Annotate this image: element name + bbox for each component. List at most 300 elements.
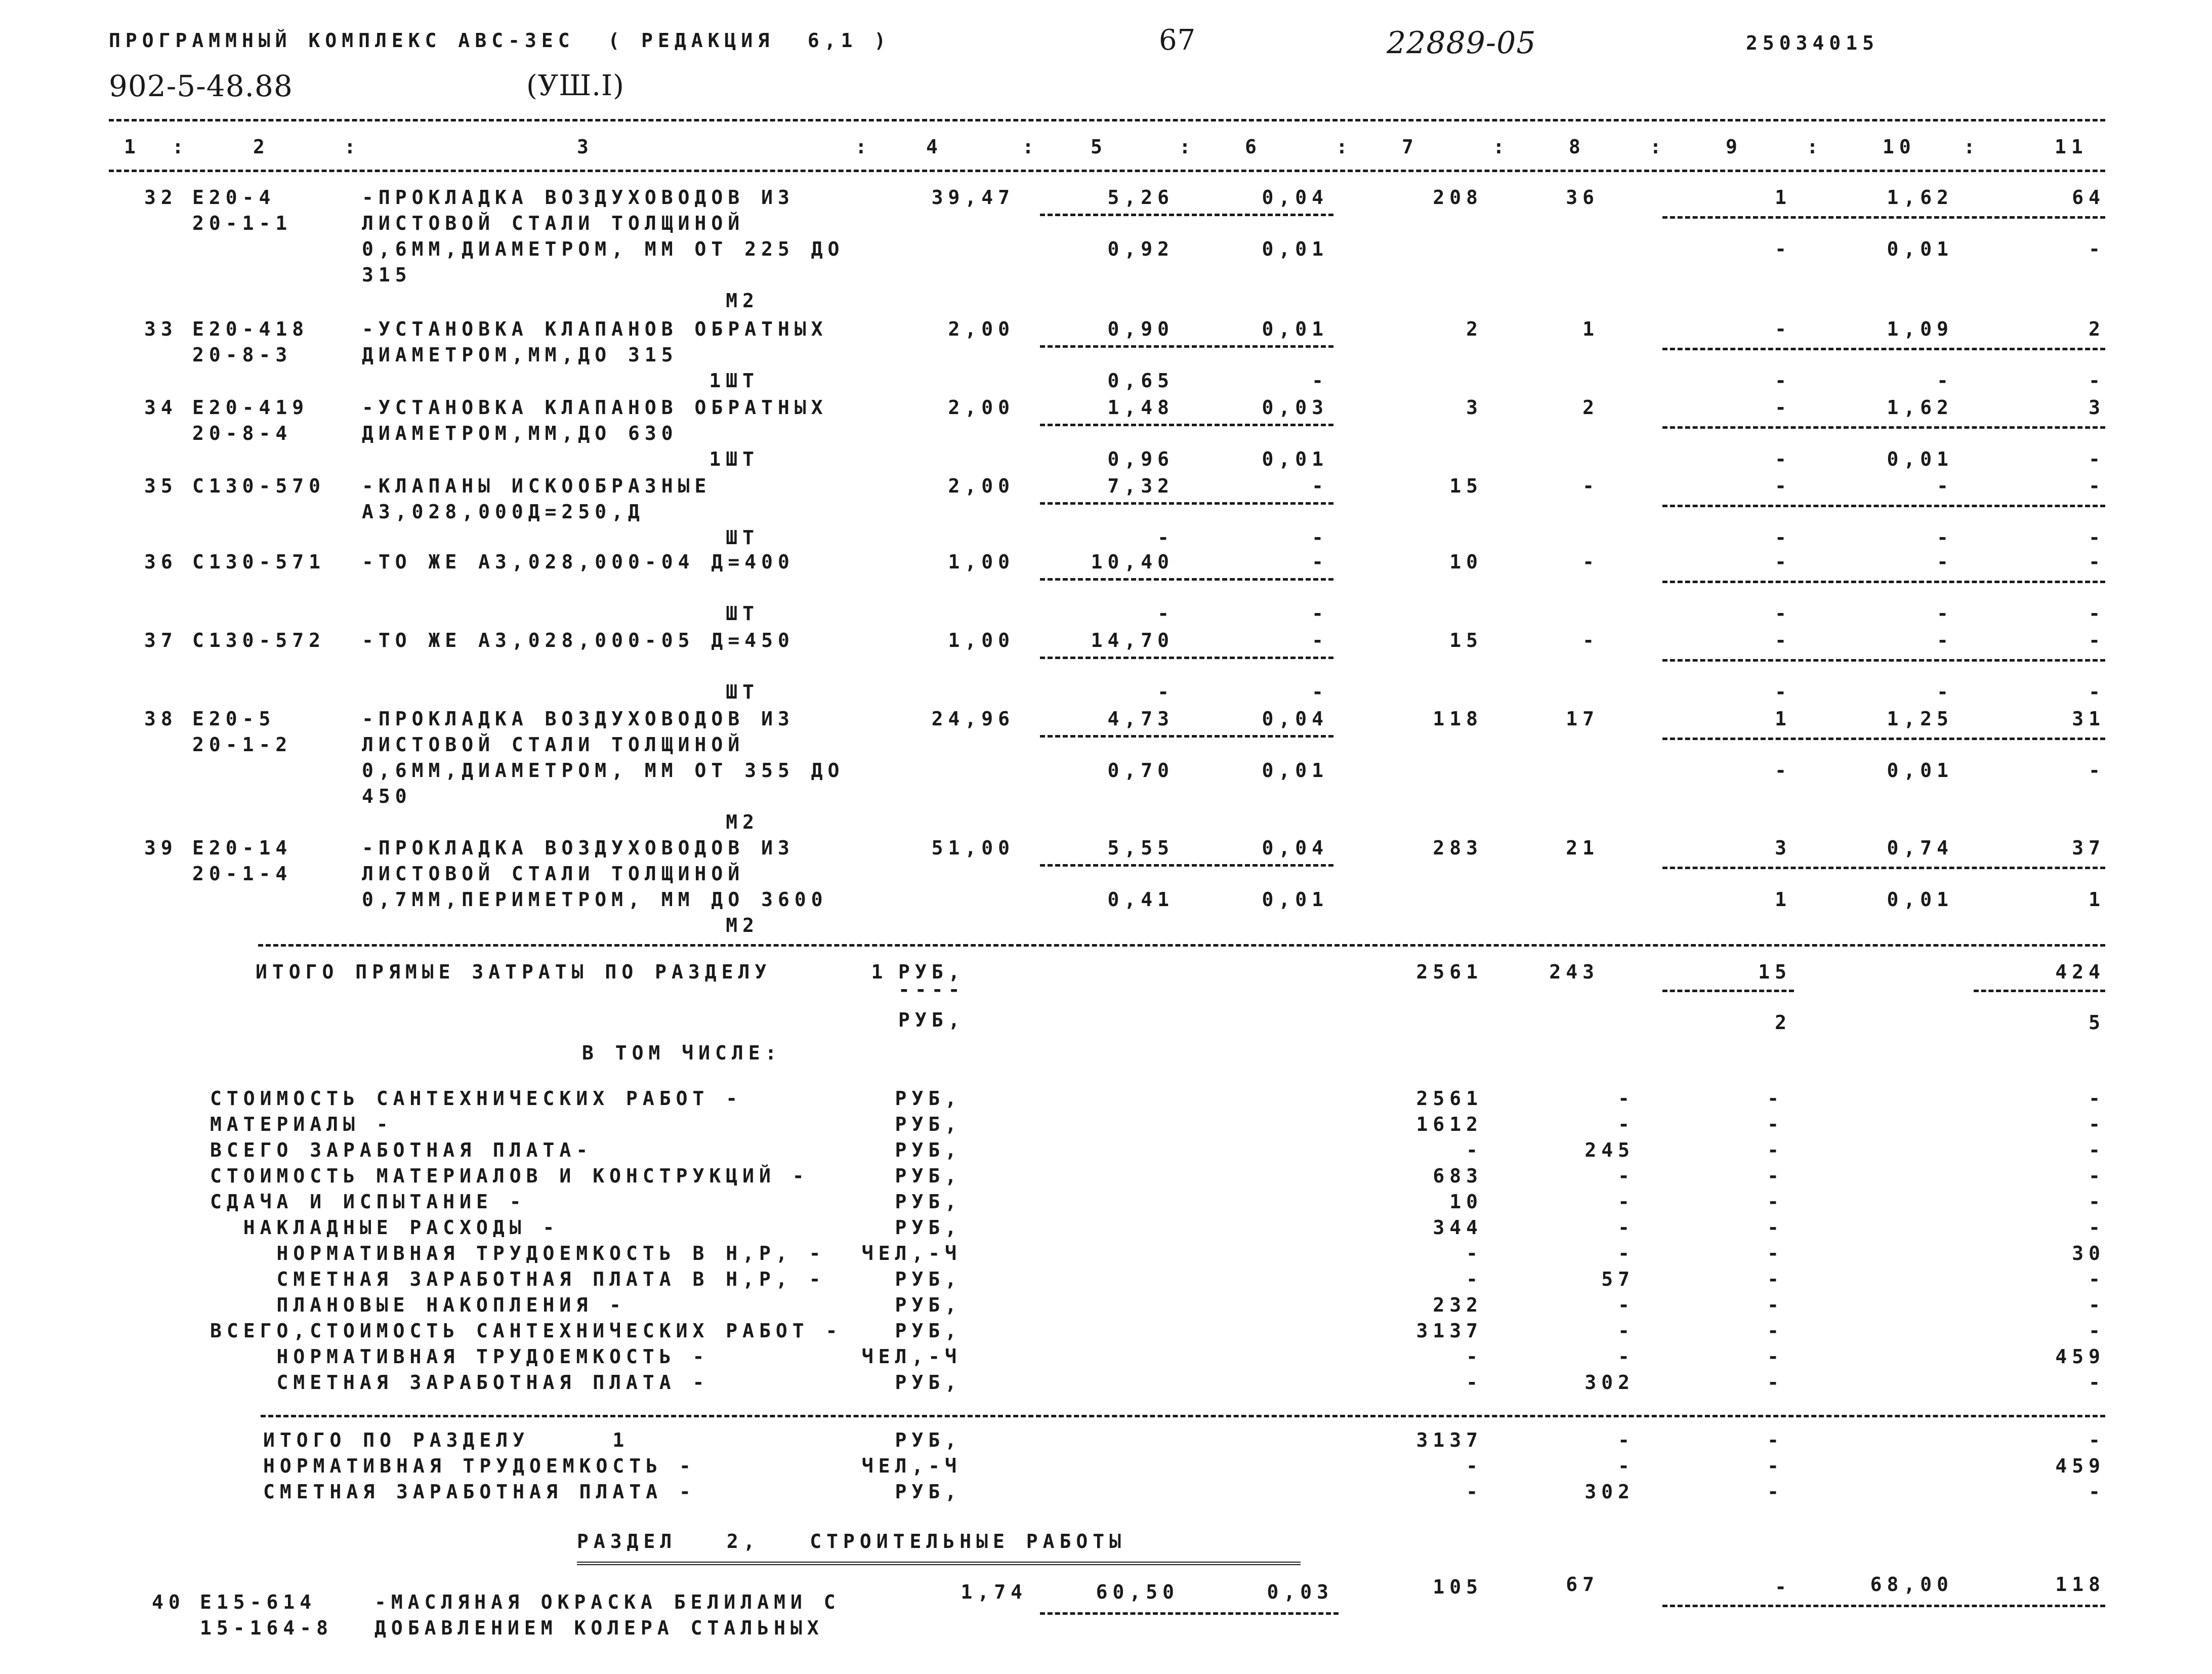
row-c5-total: 1,48	[1107, 396, 1174, 419]
breakdown-c11: -	[2089, 1216, 2105, 1239]
breakdown-c9: -	[1767, 1371, 1784, 1394]
column-separator: :	[1022, 136, 1039, 158]
row-c8: 2	[1582, 396, 1599, 419]
row-c8: -	[1582, 475, 1599, 497]
breakdown-c7: 232	[1433, 1294, 1483, 1316]
row-unit: ШТ	[726, 602, 759, 625]
breakdown-c8: -	[1618, 1087, 1635, 1110]
row-c6-wage: -	[1312, 526, 1328, 549]
row-c11-total: 31	[2072, 708, 2105, 730]
total-direct-unit-2: РУБ,	[898, 1009, 965, 1031]
section-total-c8: -	[1618, 1455, 1635, 1477]
breakdown-c8: 245	[1584, 1139, 1635, 1161]
breakdown-unit: ЧЕЛ,-Ч	[861, 1345, 962, 1368]
row-c6-wage: 0,01	[1262, 238, 1328, 260]
row-c11-wage: 1	[2089, 888, 2105, 911]
row-c8: 36	[1566, 186, 1599, 209]
row-c9-total: -	[1775, 551, 1791, 573]
row-code-2: 20-1-2	[192, 733, 293, 756]
row-c8: -	[1582, 629, 1599, 651]
breakdown-c11: -	[2089, 1139, 2105, 1161]
column-header-10: 10	[1883, 136, 1916, 158]
row-c10-total: 1,25	[1887, 708, 1953, 730]
cell-underline-right	[1662, 581, 2105, 583]
breakdown-label: СДАЧА И ИСПЫТАНИЕ -	[210, 1191, 526, 1213]
row-c6-total: 0,04	[1262, 837, 1328, 859]
breakdown-c9: -	[1767, 1165, 1784, 1187]
section-total-c11: -	[2089, 1481, 2105, 1503]
total-underline-c11	[1974, 990, 2105, 992]
row-c5-total: 14,70	[1091, 629, 1174, 651]
row-description: -УСТАНОВКА КЛАПАНОВ ОБРАТНЫХ	[362, 318, 828, 340]
row-code: Е15-614	[200, 1591, 317, 1613]
row-c6-total: 0,03	[1267, 1581, 1333, 1603]
total-direct-underline: ----	[898, 978, 965, 1001]
breakdown-c11: -	[2089, 1268, 2105, 1290]
section-total-label: НОРМАТИВНАЯ ТРУДОЕМКОСТЬ -	[263, 1455, 696, 1477]
row-c6-total: -	[1312, 475, 1328, 497]
row-c7: 10	[1449, 551, 1483, 573]
row-unit: М2	[726, 290, 759, 312]
cell-underline	[1040, 345, 1333, 348]
row-c10-wage: 0,01	[1887, 238, 1953, 260]
breakdown-label: ВСЕГО,СТОИМОСТЬ САНТЕХНИЧЕСКИХ РАБОТ -	[210, 1320, 843, 1342]
row-c5-total: 7,32	[1107, 475, 1174, 497]
section-2-title-underline	[577, 1562, 1301, 1565]
row-description: -ПРОКЛАДКА ВОЗДУХОВОДОВ ИЗ	[362, 708, 795, 730]
row-c11-total: 2	[2089, 318, 2105, 340]
cell-underline	[1040, 502, 1333, 505]
row-quantity: 1,00	[948, 629, 1015, 651]
row-unit: ШТ	[726, 681, 759, 703]
breakdown-unit: РУБ,	[895, 1165, 962, 1187]
row-c9-total: -	[1775, 318, 1791, 340]
row-c10-total: 1,62	[1887, 396, 1953, 419]
row-description: ДОБАВЛЕНИЕМ КОЛЕРА СТАЛЬНЫХ	[374, 1617, 824, 1639]
row-c10-total: 68,00	[1870, 1573, 1953, 1596]
row-c8: 67	[1566, 1573, 1599, 1596]
row-c6-wage: 0,01	[1262, 888, 1328, 911]
row-c11-total: 118	[2055, 1573, 2105, 1596]
breakdown-c7: 3137	[1416, 1320, 1483, 1342]
breakdown-label: НАКЛАДНЫЕ РАСХОДЫ -	[210, 1216, 560, 1239]
row-c10-wage: 0,01	[1887, 888, 1953, 911]
volume-label: (УШ.I)	[526, 69, 624, 102]
row-c11-total: 3	[2089, 396, 2105, 419]
breakdown-c7: 2561	[1416, 1087, 1483, 1110]
row-c9-total: -	[1775, 629, 1791, 651]
row-c7: 15	[1449, 629, 1483, 651]
row-c7: 105	[1433, 1576, 1483, 1598]
row-c11-wage: -	[2089, 526, 2105, 549]
row-c9-total: -	[1775, 475, 1791, 497]
row-c10-total: 1,09	[1887, 318, 1953, 340]
breakdown-c8: -	[1618, 1165, 1635, 1187]
row-description: -ПРОКЛАДКА ВОЗДУХОВОДОВ ИЗ	[362, 837, 795, 859]
breakdown-c8: -	[1618, 1113, 1635, 1135]
row-c7: 2	[1466, 318, 1483, 340]
row-description: 450	[362, 785, 412, 807]
row-code-2: 20-8-3	[192, 344, 293, 366]
breakdown-c7: 1612	[1416, 1113, 1483, 1135]
breakdown-c7: -	[1466, 1345, 1483, 1368]
row-code: Е20-419	[192, 396, 309, 419]
section-total-c9: -	[1767, 1429, 1784, 1451]
row-description: ДИАМЕТРОМ,ММ,ДО 315	[362, 344, 678, 366]
breakdown-c8: -	[1618, 1294, 1635, 1316]
row-c9-total: -	[1775, 396, 1791, 419]
column-separator: :	[1179, 136, 1196, 158]
row-description: ДИАМЕТРОМ,ММ,ДО 630	[362, 422, 678, 444]
row-unit: ШТ	[726, 526, 759, 549]
row-description: 0,7ММ,ПЕРИМЕТРОМ, ММ ДО 3600	[362, 888, 828, 911]
row-c5-total: 5,26	[1107, 186, 1174, 209]
cell-underline	[1040, 1612, 1339, 1615]
breakdown-unit: РУБ,	[895, 1113, 962, 1135]
column-header-2: 2	[253, 136, 270, 158]
cell-underline	[1040, 657, 1333, 659]
row-code: С130-571	[192, 551, 326, 573]
breakdown-label: СМЕТНАЯ ЗАРАБОТНАЯ ПЛАТА -	[210, 1371, 709, 1394]
row-c5-total: 10,40	[1091, 551, 1174, 573]
row-c11-wage: -	[2089, 759, 2105, 782]
column-separator: :	[344, 136, 361, 158]
row-number: 37	[144, 629, 178, 651]
breakdown-c8: 302	[1584, 1371, 1635, 1394]
breakdown-label: СМЕТНАЯ ЗАРАБОТНАЯ ПЛАТА В Н,Р, -	[210, 1268, 826, 1290]
in-that-number: В ТОМ ЧИСЛЕ:	[582, 1042, 782, 1064]
column-header-9: 9	[1726, 136, 1742, 158]
cell-underline	[1040, 214, 1333, 216]
column-header-7: 7	[1402, 136, 1418, 158]
breakdown-c7: -	[1466, 1268, 1483, 1290]
column-header-4: 4	[926, 136, 943, 158]
row-unit: 1ШТ	[709, 448, 759, 470]
row-quantity: 2,00	[948, 475, 1015, 497]
row-c7: 118	[1433, 708, 1483, 730]
breakdown-c8: -	[1618, 1320, 1635, 1342]
row-description: 0,6ММ,ДИАМЕТРОМ, ММ ОТ 355 ДО	[362, 759, 845, 782]
row-c11-total: 64	[2072, 186, 2105, 209]
row-c11-wage: -	[2089, 448, 2105, 470]
breakdown-c9: -	[1767, 1139, 1784, 1161]
row-c9-wage: -	[1775, 448, 1791, 470]
breakdown-c8: -	[1618, 1216, 1635, 1239]
row-number: 38	[144, 708, 178, 730]
breakdown-c8: -	[1618, 1191, 1635, 1213]
breakdown-unit: РУБ,	[895, 1294, 962, 1316]
section-2-title: РАЗДЕЛ 2, СТРОИТЕЛЬНЫЕ РАБОТЫ	[577, 1530, 1126, 1553]
row-c10-total: 0,74	[1887, 837, 1953, 859]
row-c6-wage: 0,01	[1262, 759, 1328, 782]
row-c5-total: 4,73	[1107, 708, 1174, 730]
row-quantity: 1,00	[948, 551, 1015, 573]
breakdown-unit: РУБ,	[895, 1268, 962, 1290]
row-c5-total: 5,55	[1107, 837, 1174, 859]
breakdown-c8: -	[1618, 1242, 1635, 1264]
row-unit: М2	[726, 811, 759, 833]
row-c10-total: -	[1937, 551, 1953, 573]
row-description: ЛИСТОВОЙ СТАЛИ ТОЛЩИНОЙ	[362, 733, 745, 756]
breakdown-c9: -	[1767, 1191, 1784, 1213]
row-description: -ТО ЖЕ А3,028,000-04 Д=400	[362, 551, 795, 573]
row-c8: -	[1582, 551, 1599, 573]
row-code-2: 20-1-4	[192, 863, 293, 885]
row-c11-total: -	[2089, 629, 2105, 651]
row-c11-total: 37	[2072, 837, 2105, 859]
row-c10-total: -	[1937, 475, 1953, 497]
row-c5-wage: 0,65	[1107, 370, 1174, 392]
cell-underline-right	[1662, 738, 2105, 740]
cell-underline-right	[1662, 216, 2105, 219]
section-total-label: ИТОГО ПО РАЗДЕЛУ 1	[263, 1429, 630, 1451]
row-unit: 1ШТ	[709, 370, 759, 392]
row-c10-wage: -	[1937, 602, 1953, 625]
row-c9-total: 1	[1775, 708, 1791, 730]
row-code: С130-572	[192, 629, 326, 651]
total-direct-c9: 15	[1758, 961, 1791, 983]
row-c5-wage: -	[1157, 602, 1174, 625]
row-code-2: 20-8-4	[192, 422, 293, 444]
breakdown-unit: РУБ,	[895, 1139, 962, 1161]
section-total-c9: -	[1767, 1455, 1784, 1477]
row-c10-wage: 0,01	[1887, 759, 1953, 782]
row-c5-total: 60,50	[1096, 1581, 1179, 1603]
row-code-2: 20-1-1	[192, 212, 293, 234]
row-code: Е20-5	[192, 708, 276, 730]
breakdown-label: НОРМАТИВНАЯ ТРУДОЕМКОСТЬ В Н,Р, -	[210, 1242, 826, 1264]
breakdown-c11: -	[2089, 1113, 2105, 1135]
column-header-1: 1	[124, 136, 141, 158]
row-c11-wage: -	[2089, 370, 2105, 392]
breakdown-unit: РУБ,	[895, 1216, 962, 1239]
total-direct-c9b: 2	[1775, 1011, 1791, 1034]
section-total-c7: -	[1466, 1455, 1483, 1477]
row-c5-wage: 0,92	[1107, 238, 1174, 260]
row-c6-total: -	[1312, 551, 1328, 573]
column-header-11: 11	[2055, 136, 2088, 158]
row-code: С130-570	[192, 475, 326, 497]
breakdown-end-rule	[261, 1415, 2105, 1417]
cell-underline-right	[1662, 867, 2105, 869]
breakdown-c11: -	[2089, 1165, 2105, 1187]
row-c6-wage: -	[1312, 370, 1328, 392]
breakdown-label: ПЛАНОВЫЕ НАКОПЛЕНИЯ -	[210, 1294, 626, 1316]
row-description: -ТО ЖЕ А3,028,000-05 Д=450	[362, 629, 795, 651]
row-code: Е20-4	[192, 186, 276, 209]
row-description: -ПРОКЛАДКА ВОЗДУХОВОДОВ ИЗ	[362, 186, 795, 209]
row-c11-wage: -	[2089, 681, 2105, 703]
cell-underline-right	[1662, 1605, 2105, 1607]
row-c10-wage: -	[1937, 370, 1953, 392]
row-description: 0,6ММ,ДИАМЕТРОМ, ММ ОТ 225 ДО	[362, 238, 845, 260]
column-separator: :	[1650, 136, 1666, 158]
column-separator: :	[1493, 136, 1510, 158]
header-top-rule	[109, 119, 2105, 121]
section-total-c7: 3137	[1416, 1429, 1483, 1451]
row-c6-total: -	[1312, 629, 1328, 651]
total-direct-c11b: 5	[2089, 1011, 2105, 1034]
total-direct-unit: РУБ,	[898, 961, 965, 983]
row-c9-wage: -	[1775, 370, 1791, 392]
breakdown-c9: -	[1767, 1345, 1784, 1368]
section-total-c11: 459	[2055, 1455, 2105, 1477]
column-separator: :	[1964, 136, 1980, 158]
column-header-5: 5	[1091, 136, 1107, 158]
breakdown-c11: -	[2089, 1191, 2105, 1213]
breakdown-c9: -	[1767, 1320, 1784, 1342]
row-c9-wage: -	[1775, 681, 1791, 703]
total-underline-c9	[1662, 990, 1794, 992]
row-c7: 283	[1433, 837, 1483, 859]
breakdown-c9: -	[1767, 1216, 1784, 1239]
row-description: ЛИСТОВОЙ СТАЛИ ТОЛЩИНОЙ	[362, 212, 745, 234]
row-c8: 17	[1566, 708, 1599, 730]
breakdown-c9: -	[1767, 1087, 1784, 1110]
section-total-c11: -	[2089, 1429, 2105, 1451]
breakdown-unit: РУБ,	[895, 1320, 962, 1342]
row-c5-wage: -	[1157, 526, 1174, 549]
document-number: 22889-05	[1387, 25, 1536, 61]
column-header-8: 8	[1569, 136, 1585, 158]
section-total-unit: РУБ,	[895, 1481, 962, 1503]
row-c9-total: 1	[1775, 186, 1791, 209]
column-separator: :	[172, 136, 189, 158]
row-description: А3,028,000Д=250,Д	[362, 501, 645, 523]
row-c5-wage: 0,70	[1107, 759, 1174, 782]
section-total-c8: -	[1618, 1429, 1635, 1451]
row-c7: 3	[1466, 396, 1483, 419]
row-c6-total: 0,01	[1262, 318, 1328, 340]
row-c8: 21	[1566, 837, 1599, 859]
breakdown-unit: РУБ,	[895, 1191, 962, 1213]
total-direct-c8: 243	[1549, 961, 1599, 983]
row-c6-wage: -	[1312, 602, 1328, 625]
row-c5-wage: 0,41	[1107, 888, 1174, 911]
breakdown-c11: -	[2089, 1371, 2105, 1394]
column-separator: :	[1807, 136, 1823, 158]
cell-underline-right	[1662, 426, 2105, 429]
cell-underline	[1040, 578, 1333, 581]
breakdown-c11: -	[2089, 1320, 2105, 1342]
breakdown-c11: 30	[2072, 1242, 2105, 1264]
row-quantity: 51,00	[931, 837, 1015, 859]
column-separator: :	[1336, 136, 1353, 158]
row-c6-wage: 0,01	[1262, 448, 1328, 470]
row-c9-wage: 1	[1775, 888, 1791, 911]
page-number: 67	[1159, 24, 1196, 57]
breakdown-c11: -	[2089, 1294, 2105, 1316]
row-number: 33	[144, 318, 178, 340]
section-total-c8: 302	[1584, 1481, 1635, 1503]
row-c10-total: 1,62	[1887, 186, 1953, 209]
row-unit: М2	[726, 914, 759, 936]
cell-underline-right	[1662, 659, 2105, 662]
row-number: 32	[144, 186, 178, 209]
row-description: ЛИСТОВОЙ СТАЛИ ТОЛЩИНОЙ	[362, 863, 745, 885]
breakdown-c11: -	[2089, 1087, 2105, 1110]
cell-underline	[1040, 735, 1333, 738]
row-c7: 15	[1449, 475, 1483, 497]
row-description: -МАСЛЯНАЯ ОКРАСКА БЕЛИЛАМИ С	[374, 1591, 841, 1613]
breakdown-c11: 459	[2055, 1345, 2105, 1368]
section-total-c9: -	[1767, 1481, 1784, 1503]
row-c5-total: 0,90	[1107, 318, 1174, 340]
row-c11-total: -	[2089, 475, 2105, 497]
cell-underline-right	[1662, 505, 2105, 507]
breakdown-unit: РУБ,	[895, 1371, 962, 1394]
row-description: -КЛАПАНЫ ИСКООБРАЗНЫЕ	[362, 475, 712, 497]
row-c10-total: -	[1937, 629, 1953, 651]
row-quantity: 2,00	[948, 318, 1015, 340]
column-separator: :	[855, 136, 872, 158]
row-c11-wage: -	[2089, 238, 2105, 260]
breakdown-c8: -	[1618, 1345, 1635, 1368]
document-code: 25034015	[1746, 32, 1880, 54]
row-number: 40	[152, 1591, 185, 1613]
row-quantity: 24,96	[931, 708, 1015, 730]
row-c9-wage: -	[1775, 526, 1791, 549]
row-c10-wage: 0,01	[1887, 448, 1953, 470]
row-c11-wage: -	[2089, 602, 2105, 625]
row-c5-wage: -	[1157, 681, 1174, 703]
breakdown-c7: -	[1466, 1139, 1483, 1161]
breakdown-label: СТОИМОСТЬ САНТЕХНИЧЕСКИХ РАБОТ -	[210, 1087, 743, 1110]
breakdown-c8: 57	[1601, 1268, 1635, 1290]
program-title: ПРОГРАММНЫЙ КОМПЛЕКС АВС-ЗЕС ( РЕДАКЦИЯ 6,1 )	[109, 29, 891, 52]
row-c9-wage: -	[1775, 602, 1791, 625]
header-bottom-rule	[109, 170, 2105, 172]
row-c6-wage: -	[1312, 681, 1328, 703]
row-description: 315	[362, 264, 412, 286]
row-c7: 208	[1433, 186, 1483, 209]
breakdown-unit: ЧЕЛ,-Ч	[861, 1242, 962, 1264]
breakdown-c7: 683	[1433, 1165, 1483, 1187]
row-c10-wage: -	[1937, 681, 1953, 703]
row-quantity: 2,00	[948, 396, 1015, 419]
breakdown-c7: -	[1466, 1371, 1483, 1394]
breakdown-c7: 344	[1433, 1216, 1483, 1239]
row-number: 36	[144, 551, 178, 573]
cell-underline	[1040, 864, 1333, 867]
row-c6-total: 0,04	[1262, 186, 1328, 209]
breakdown-label: МАТЕРИАЛЫ -	[210, 1113, 393, 1135]
breakdown-c9: -	[1767, 1113, 1784, 1135]
column-header-6: 6	[1245, 136, 1262, 158]
breakdown-unit: РУБ,	[895, 1087, 962, 1110]
breakdown-label: НОРМАТИВНАЯ ТРУДОЕМКОСТЬ -	[210, 1345, 709, 1368]
row-code-2: 15-164-8	[200, 1617, 333, 1639]
section-total-c7: -	[1466, 1481, 1483, 1503]
rows-end-rule	[258, 944, 2105, 947]
row-code: Е20-14	[192, 837, 293, 859]
row-c9-wage: -	[1775, 759, 1791, 782]
row-number: 34	[144, 396, 178, 419]
row-c6-total: 0,04	[1262, 708, 1328, 730]
total-direct-c7: 2561	[1416, 961, 1483, 983]
row-c9-wage: -	[1775, 238, 1791, 260]
row-c5-wage: 0,96	[1107, 448, 1174, 470]
cell-underline	[1040, 424, 1333, 426]
breakdown-c9: -	[1767, 1268, 1784, 1290]
total-direct-label: ИТОГО ПРЯМЫЕ ЗАТРАТЫ ПО РАЗДЕЛУ 1	[256, 961, 888, 983]
column-header-3: 3	[577, 136, 594, 158]
row-c9-total: 3	[1775, 837, 1791, 859]
section-total-unit: ЧЕЛ,-Ч	[861, 1455, 962, 1477]
row-number: 35	[144, 475, 178, 497]
row-c11-total: -	[2089, 551, 2105, 573]
breakdown-label: СТОИМОСТЬ МАТЕРИАЛОВ И КОНСТРУКЦИЙ -	[210, 1165, 809, 1187]
